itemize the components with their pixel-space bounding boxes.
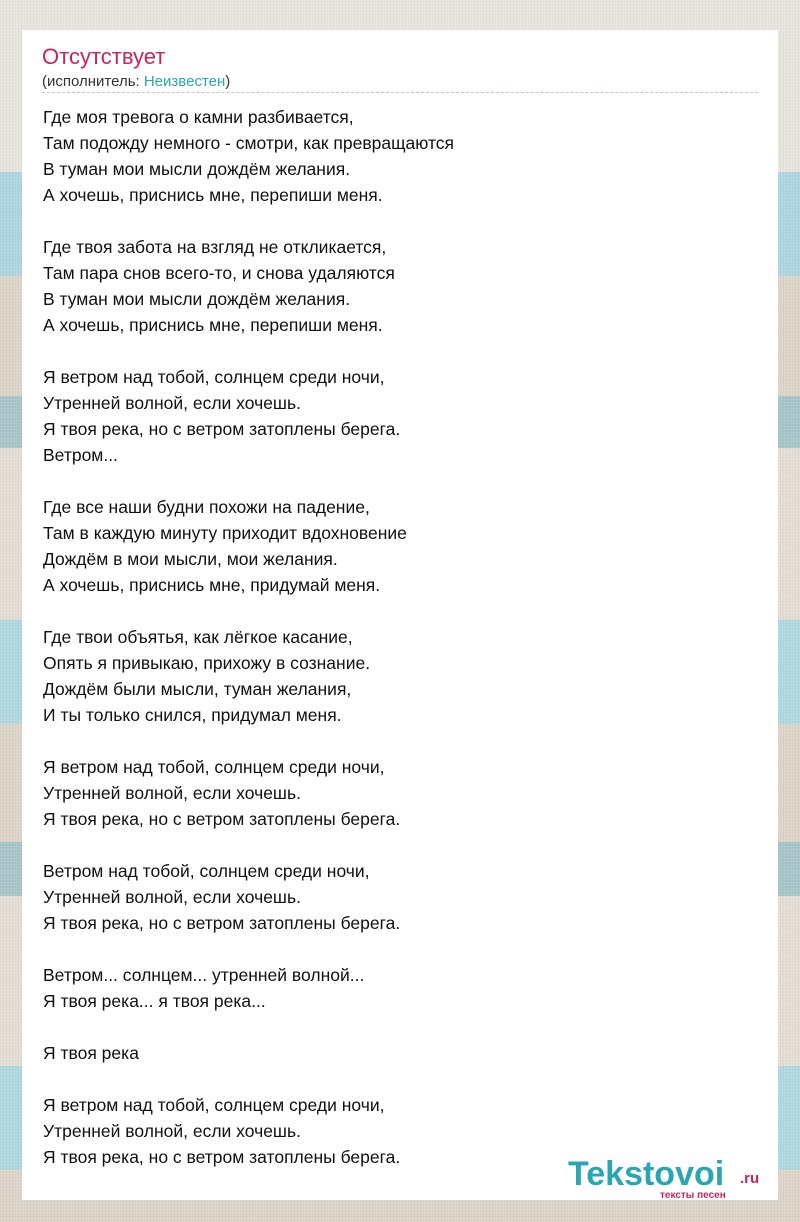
lyric-line: И ты только снился, придумал меня. [43, 705, 342, 725]
lyric-line: Ветром над тобой, солнцем среди ночи, [43, 861, 370, 881]
lyric-line: Я твоя река [43, 1043, 139, 1063]
lyric-line: Там подожду немного - смотри, как превращаются [43, 133, 455, 153]
lyric-line: Я ветром над тобой, солнцем среди ночи, [43, 367, 385, 387]
stanza-gap [43, 1014, 454, 1040]
lyric-line: Где твоя забота на взгляд не откликается, [43, 237, 387, 257]
artist-line [42, 73, 230, 91]
lyric-line: А хочешь, приснись мне, перепиши меня. [43, 315, 383, 335]
artist-prefix: (исполнитель: [42, 73, 144, 90]
stanza-gap [43, 728, 454, 754]
lyric-line: Утренней волной, если хочешь. [43, 783, 301, 803]
lyric-line: Ветром... солнцем... утренней волной... [43, 965, 365, 985]
stanza-gap [43, 208, 454, 234]
stanza-gap [43, 936, 454, 962]
lyric-line: Я ветром над тобой, солнцем среди ночи, [43, 1095, 385, 1115]
artist-suffix: ) [225, 73, 231, 90]
stanza-gap [43, 338, 454, 364]
lyric-line: Я твоя река, но с ветром затоплены берега. [43, 1147, 401, 1167]
dashed-divider [42, 92, 758, 93]
logo-tagline: тексты песен [660, 1190, 726, 1201]
site-logo[interactable] [568, 1154, 778, 1204]
lyric-line: Дождём в мои мысли, мои желания. [43, 549, 338, 569]
artist-link[interactable]: Неизвестен [143, 73, 226, 90]
lyrics-text [43, 104, 454, 1170]
lyric-line: А хочешь, приснись мне, придумай меня. [43, 575, 381, 595]
lyric-line: Утренней волной, если хочешь. [43, 393, 301, 413]
stanza-gap [43, 832, 454, 858]
lyric-line: В туман мои мысли дождём желания. [43, 289, 351, 309]
lyric-line: Я твоя река, но с ветром затоплены берега. [43, 809, 401, 829]
logo-domain: .ru [740, 1170, 760, 1187]
lyric-line: Где все наши будни похожи на падение, [43, 497, 370, 517]
lyric-line: Дождём были мысли, туман желания, [43, 679, 352, 699]
lyric-line: В туман мои мысли дождём желания. [43, 159, 351, 179]
stanza-gap [43, 468, 454, 494]
lyric-line: Я твоя река, но с ветром затоплены берега. [43, 419, 401, 439]
lyric-line: Там пара снов всего-то, и снова удаляются [43, 263, 395, 283]
lyric-line: Я ветром над тобой, солнцем среди ночи, [43, 757, 385, 777]
song-title: Отсутствует [42, 44, 166, 69]
lyrics-card [22, 30, 778, 1200]
lyric-line: Ветром... [43, 445, 118, 465]
lyric-line: Я твоя река, но с ветром затоплены берега. [43, 913, 401, 933]
lyric-line: А хочешь, приснись мне, перепиши меня. [43, 185, 383, 205]
lyric-line: Где моя тревога о камни разбивается, [43, 107, 354, 127]
logo-wordmark: Tekstovoi [568, 1155, 725, 1193]
lyric-line: Там в каждую минуту приходит вдохновение [43, 523, 407, 543]
lyric-line: Где твои объятья, как лёгкое касание, [43, 627, 353, 647]
stanza-gap [43, 598, 454, 624]
lyric-line: Утренней волной, если хочешь. [43, 1121, 301, 1141]
stanza-gap [43, 1066, 454, 1092]
lyric-line: Опять я привыкаю, прихожу в сознание. [43, 653, 371, 673]
lyric-line: Утренней волной, если хочешь. [43, 887, 301, 907]
lyric-line: Я твоя река... я твоя река... [43, 991, 266, 1011]
